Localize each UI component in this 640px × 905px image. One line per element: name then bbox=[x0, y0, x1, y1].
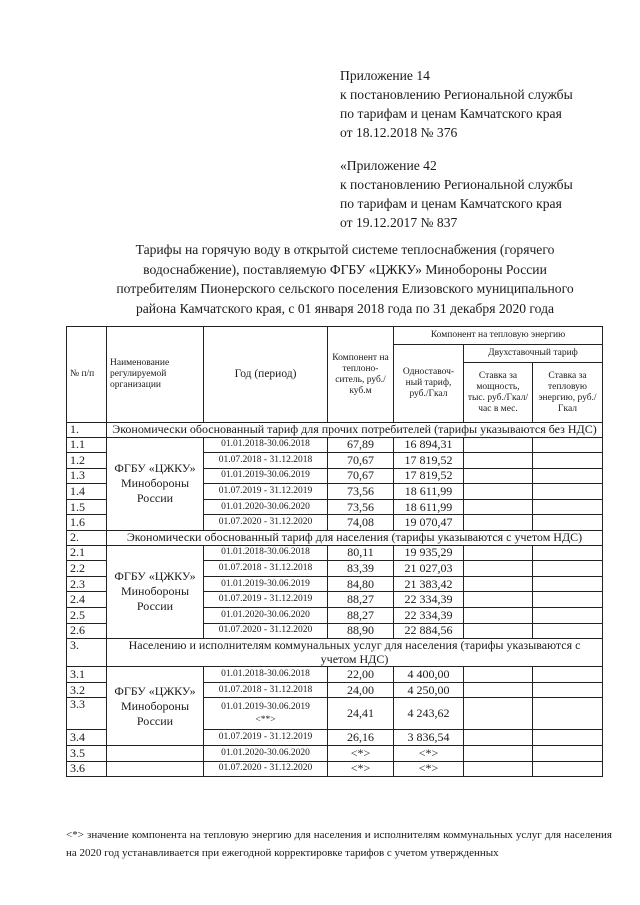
row-water-component: 70,67 bbox=[328, 453, 394, 469]
row-capacity-rate bbox=[464, 545, 533, 561]
row-period: 01.07.2019 - 31.12.2019 bbox=[204, 730, 328, 746]
row-period: 01.01.2018-30.06.2018 bbox=[204, 545, 328, 561]
header-one-rate: Одноставоч-ный тариф, руб./Гкал bbox=[394, 345, 464, 423]
row-water-component: 88,27 bbox=[328, 592, 394, 608]
organization-name: ФГБУ «ЦЖКУ» Минобороны России bbox=[107, 545, 204, 639]
section-row bbox=[67, 423, 603, 438]
row-period bbox=[204, 698, 328, 730]
title-line: Тарифы на горячую воду в открытой системе теплоснабжения (горячего bbox=[135, 242, 555, 257]
table-row bbox=[67, 545, 603, 561]
row-capacity-rate bbox=[464, 484, 533, 500]
row-period-note: <**> bbox=[255, 714, 276, 725]
title-line: потребителям Пионерского сельского поселения Елизовского муниципального bbox=[116, 281, 574, 296]
table-row bbox=[67, 745, 603, 761]
row-period: 01.07.2020 - 31.12.2020 bbox=[204, 515, 328, 531]
header-energy-rate: Ставка за тепловую энергию, руб./Гкал bbox=[533, 363, 603, 423]
row-period: 01.01.2020-30.06.2020 bbox=[204, 499, 328, 515]
section-row bbox=[67, 531, 603, 546]
row-one-rate: 17 819,52 bbox=[394, 468, 464, 484]
row-energy-rate bbox=[533, 453, 603, 469]
row-capacity-rate bbox=[464, 453, 533, 469]
row-number: 1.5 bbox=[67, 499, 107, 515]
header-water-component: Компонент на теплоно-ситель, руб./куб.м bbox=[328, 327, 394, 423]
row-one-rate: 19 935,29 bbox=[394, 545, 464, 561]
row-period: 01.07.2019 - 31.12.2019 bbox=[204, 484, 328, 500]
row-water-component: 88,27 bbox=[328, 607, 394, 623]
row-one-rate: 3 836,54 bbox=[394, 730, 464, 746]
footnote-mark: <*> bbox=[66, 829, 84, 841]
row-number: 3.5 bbox=[67, 745, 107, 761]
row-capacity-rate bbox=[464, 761, 533, 777]
row-number: 3.4 bbox=[67, 730, 107, 746]
row-energy-rate bbox=[533, 745, 603, 761]
title-line: водоснабжение), поставляемую ФГБУ «ЦЖКУ» Минобороны России bbox=[143, 261, 547, 277]
row-water-component: 83,39 bbox=[328, 561, 394, 577]
row-period: 01.07.2018 - 31.12.2018 bbox=[204, 453, 328, 469]
row-water-component: 22,00 bbox=[328, 667, 394, 683]
row-period: 01.01.2019-30.06.2019 bbox=[204, 576, 328, 592]
appendix-42-line: от 19.12.2017 № 837 bbox=[340, 215, 458, 230]
row-energy-rate bbox=[533, 484, 603, 500]
row-energy-rate bbox=[533, 576, 603, 592]
organization-cell-empty bbox=[107, 761, 204, 777]
row-water-component: 24,00 bbox=[328, 682, 394, 698]
row-one-rate: 21 383,42 bbox=[394, 576, 464, 592]
row-period-text: 01.01.2019-30.06.2019 bbox=[221, 701, 310, 712]
row-number: 2.5 bbox=[67, 607, 107, 623]
row-energy-rate bbox=[533, 437, 603, 453]
row-energy-rate bbox=[533, 545, 603, 561]
row-energy-rate bbox=[533, 607, 603, 623]
row-capacity-rate bbox=[464, 499, 533, 515]
row-number: 2.6 bbox=[67, 623, 107, 639]
row-one-rate: 4 250,00 bbox=[394, 682, 464, 698]
appendix-42-line: по тарифам и ценам Камчатского края bbox=[340, 196, 562, 211]
row-energy-rate bbox=[533, 667, 603, 683]
row-energy-rate bbox=[533, 592, 603, 608]
appendix-42-line: к постановлению Региональной службы bbox=[340, 177, 573, 192]
table-row bbox=[67, 761, 603, 777]
row-one-rate: 22 334,39 bbox=[394, 607, 464, 623]
row-water-component: 84,80 bbox=[328, 576, 394, 592]
row-number: 1.2 bbox=[67, 453, 107, 469]
row-number: 2.3 bbox=[67, 576, 107, 592]
row-water-component: 24,41 bbox=[328, 698, 394, 730]
row-period: 01.07.2020 - 31.12.2020 bbox=[204, 623, 328, 639]
row-one-rate: 16 894,31 bbox=[394, 437, 464, 453]
section-title: Экономически обоснованный тариф для населения (тарифы указываются с учетом НДС) bbox=[107, 531, 603, 546]
row-capacity-rate bbox=[464, 667, 533, 683]
row-water-component: <*> bbox=[328, 761, 394, 777]
row-one-rate: 19 070,47 bbox=[394, 515, 464, 531]
row-period: 01.07.2019 - 31.12.2019 bbox=[204, 592, 328, 608]
row-one-rate: 22 884,56 bbox=[394, 623, 464, 639]
appendix-14-line: по тарифам и ценам Камчатского края bbox=[340, 106, 562, 121]
row-period: 01.07.2018 - 31.12.2018 bbox=[204, 561, 328, 577]
row-period: 01.01.2020-30.06.2020 bbox=[204, 745, 328, 761]
row-period: 01.01.2018-30.06.2018 bbox=[204, 437, 328, 453]
title-line: района Камчатского края, с 01 января 2018 года по 31 декабря 2020 года bbox=[135, 300, 555, 316]
row-period: 01.07.2020 - 31.12.2020 bbox=[204, 761, 328, 777]
appendix-42-line: «Приложение 42 bbox=[340, 158, 437, 173]
row-number: 1.1 bbox=[67, 437, 107, 453]
section-number: 3. bbox=[67, 639, 107, 667]
row-period: 01.01.2018-30.06.2018 bbox=[204, 667, 328, 683]
row-energy-rate bbox=[533, 698, 603, 730]
section-title: Экономически обоснованный тариф для прочих потребителей (тарифы указываются без НДС) bbox=[107, 423, 603, 438]
section-title: Населению и исполнителям коммунальных услуг для населения (тарифы указываются с учетом НДС) bbox=[107, 639, 603, 667]
row-energy-rate bbox=[533, 730, 603, 746]
table-row bbox=[67, 667, 603, 683]
row-number: 3.3 bbox=[67, 698, 107, 730]
row-capacity-rate bbox=[464, 745, 533, 761]
row-number: 2.4 bbox=[67, 592, 107, 608]
row-number: 2.1 bbox=[67, 545, 107, 561]
row-water-component: <*> bbox=[328, 745, 394, 761]
table-row bbox=[67, 437, 603, 453]
row-capacity-rate bbox=[464, 515, 533, 531]
row-number: 3.2 bbox=[67, 682, 107, 698]
row-water-component: 73,56 bbox=[328, 484, 394, 500]
row-number: 3.6 bbox=[67, 761, 107, 777]
row-water-component: 67,89 bbox=[328, 437, 394, 453]
document-title bbox=[90, 240, 600, 318]
row-number: 3.1 bbox=[67, 667, 107, 683]
row-one-rate: <*> bbox=[394, 761, 464, 777]
row-period: 01.01.2019-30.06.2019 bbox=[204, 468, 328, 484]
row-water-component: 73,56 bbox=[328, 499, 394, 515]
footnote bbox=[66, 826, 612, 862]
header-org: Наименование регулируемой организации bbox=[107, 327, 204, 423]
row-period: 01.01.2020-30.06.2020 bbox=[204, 607, 328, 623]
row-number: 1.4 bbox=[67, 484, 107, 500]
row-capacity-rate bbox=[464, 730, 533, 746]
header-period: Год (период) bbox=[204, 327, 328, 423]
row-water-component: 26,16 bbox=[328, 730, 394, 746]
row-capacity-rate bbox=[464, 561, 533, 577]
row-water-component: 70,67 bbox=[328, 468, 394, 484]
row-capacity-rate bbox=[464, 592, 533, 608]
row-water-component: 74,08 bbox=[328, 515, 394, 531]
appendix-14-line: к постановлению Региональной службы bbox=[340, 87, 573, 102]
row-one-rate: <*> bbox=[394, 745, 464, 761]
organization-name: ФГБУ «ЦЖКУ» Минобороны России bbox=[107, 437, 204, 531]
row-capacity-rate bbox=[464, 437, 533, 453]
row-energy-rate bbox=[533, 499, 603, 515]
header-num: № п/п bbox=[67, 327, 107, 423]
row-capacity-rate bbox=[464, 607, 533, 623]
row-capacity-rate bbox=[464, 576, 533, 592]
row-energy-rate bbox=[533, 682, 603, 698]
row-capacity-rate bbox=[464, 682, 533, 698]
header-heat-component: Компонент на тепловую энергию bbox=[394, 327, 603, 345]
row-one-rate: 4 400,00 bbox=[394, 667, 464, 683]
organization-cell-empty bbox=[107, 745, 204, 761]
section-number: 1. bbox=[67, 423, 107, 438]
section-row bbox=[67, 639, 603, 667]
row-one-rate: 21 027,03 bbox=[394, 561, 464, 577]
row-energy-rate bbox=[533, 761, 603, 777]
row-number: 1.6 bbox=[67, 515, 107, 531]
row-capacity-rate bbox=[464, 468, 533, 484]
row-capacity-rate bbox=[464, 623, 533, 639]
row-number: 1.3 bbox=[67, 468, 107, 484]
section-number: 2. bbox=[67, 531, 107, 546]
row-one-rate: 18 611,99 bbox=[394, 484, 464, 500]
row-number: 2.2 bbox=[67, 561, 107, 577]
row-energy-rate bbox=[533, 515, 603, 531]
row-energy-rate bbox=[533, 623, 603, 639]
row-energy-rate bbox=[533, 468, 603, 484]
appendix-14-line: от 18.12.2018 № 376 bbox=[340, 125, 458, 140]
row-one-rate: 17 819,52 bbox=[394, 453, 464, 469]
row-capacity-rate bbox=[464, 698, 533, 730]
tariff-table bbox=[66, 326, 603, 777]
header-capacity-rate: Ставка за мощность, тыс. руб./Гкал/ час в мес. bbox=[464, 363, 533, 423]
row-one-rate: 22 334,39 bbox=[394, 592, 464, 608]
row-energy-rate bbox=[533, 561, 603, 577]
row-water-component: 80,11 bbox=[328, 545, 394, 561]
row-one-rate: 4 243,62 bbox=[394, 698, 464, 730]
appendix-14-header bbox=[340, 66, 573, 142]
appendix-42-header bbox=[340, 156, 573, 232]
row-period: 01.07.2018 - 31.12.2018 bbox=[204, 682, 328, 698]
organization-name: ФГБУ «ЦЖКУ» Минобороны России bbox=[107, 667, 204, 746]
footnote-text: значение компонента на тепловую энергию для населения и исполнителям коммунальных услуг для населения на 2020 год устанавливается при ежегодной корректировке тарифов с учетом утвержденных bbox=[66, 829, 612, 859]
appendix-14-line: Приложение 14 bbox=[340, 68, 430, 83]
row-water-component: 88,90 bbox=[328, 623, 394, 639]
header-two-rate: Двухставочный тариф bbox=[464, 345, 603, 363]
row-one-rate: 18 611,99 bbox=[394, 499, 464, 515]
